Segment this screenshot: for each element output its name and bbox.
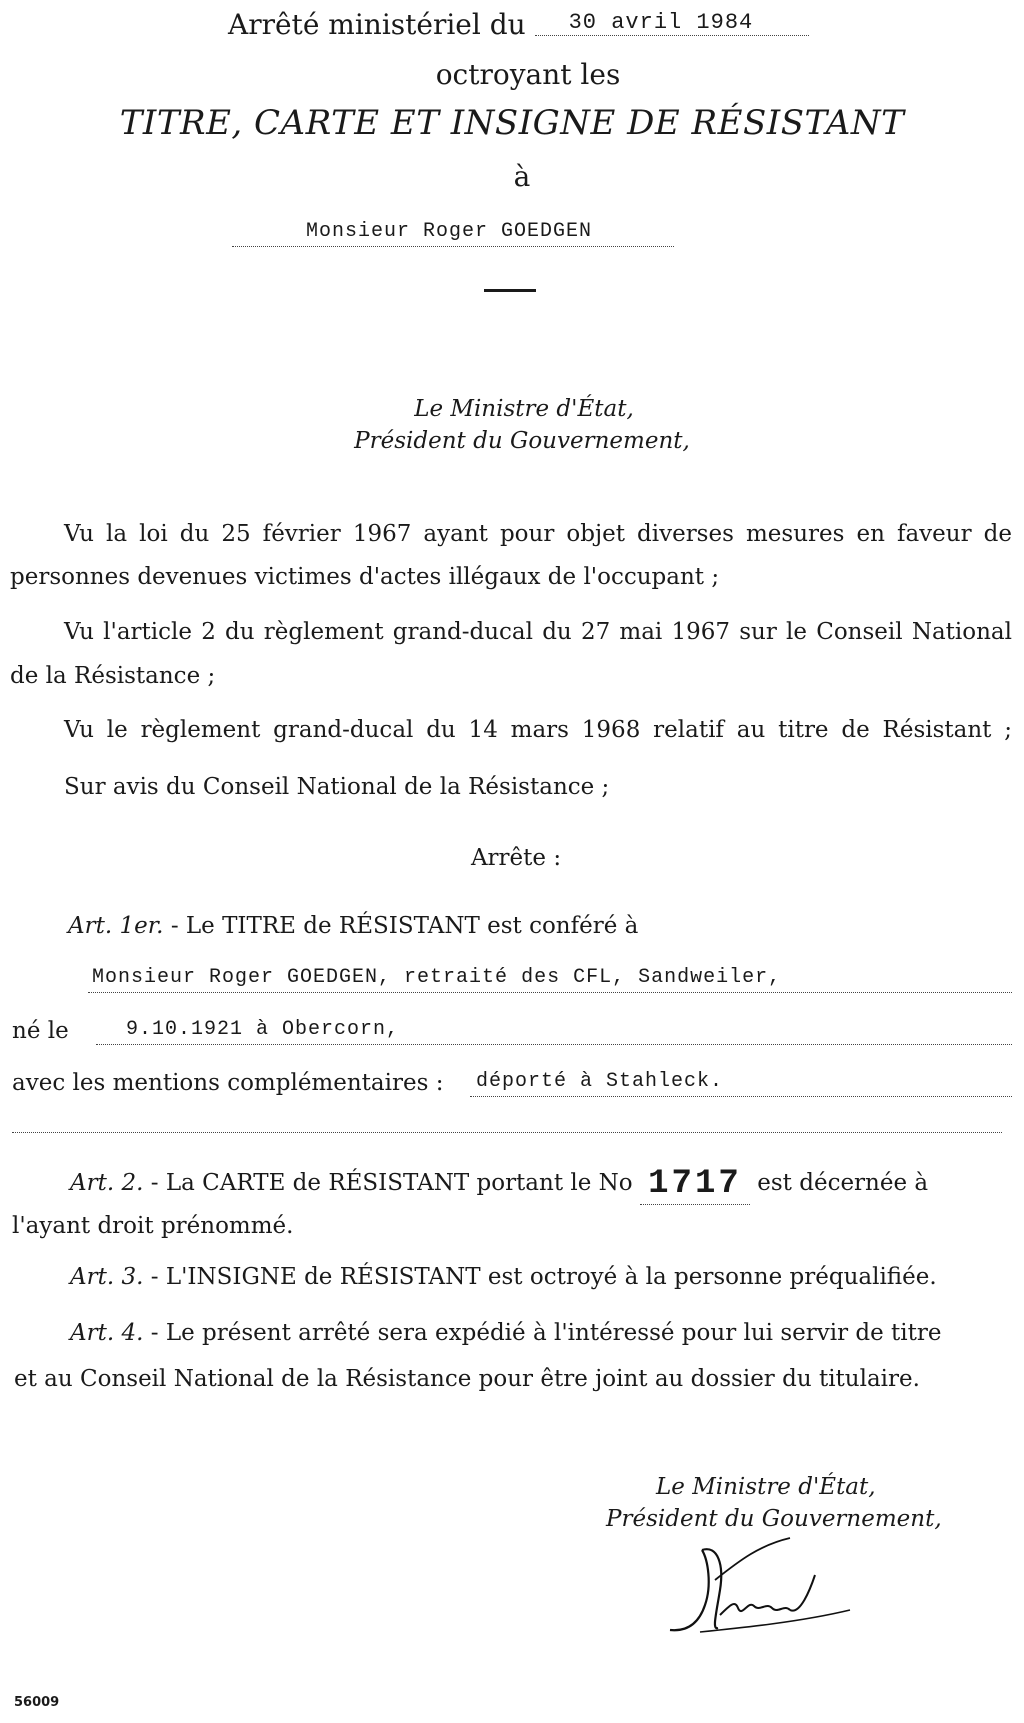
recipient-line [232, 220, 674, 247]
art3-text: - L'INSIGNE de RÉSISTANT est octroyé à la personne préqualifiée. [150, 1264, 937, 1290]
art2-text-before: - La CARTE de RÉSISTANT portant le No [150, 1170, 633, 1196]
art1-line [68, 913, 638, 939]
authority-line2: Président du Gouvernement, [354, 428, 690, 454]
art1-born-line [96, 1018, 1012, 1045]
art1-born-label: né le [12, 1018, 69, 1044]
art1-born-value: 9.10.1921 à Obercorn, [126, 1018, 400, 1041]
form-number: 56009 [14, 1695, 60, 1710]
preamble-p1-line1: Vu la loi du 25 février 1967 ayant pour objet diverses mesures en faveur de [64, 521, 1012, 547]
art2-line1 [70, 1165, 1014, 1205]
decree-heading: Arrête : [470, 845, 562, 871]
art2-line2: l'ayant droit prénommé. [12, 1213, 294, 1239]
header-title: TITRE, CARTE ET INSIGNE DE RÉSISTANT [119, 103, 905, 143]
art1-blank-line [12, 1106, 1002, 1133]
header-label: Arrêté ministériel du [228, 8, 526, 41]
art1-beneficiary-line [88, 966, 1012, 993]
title-divider [484, 289, 536, 292]
preamble-p4: Sur avis du Conseil National de la Résistance ; [64, 774, 610, 800]
header-a: à [513, 160, 531, 193]
art1-text: - Le TITRE de RÉSISTANT est conféré à [170, 913, 639, 939]
signature-line1: Le Ministre d'État, [656, 1474, 876, 1500]
art1-label: Art. 1er. [68, 913, 164, 939]
art4-line1 [70, 1320, 942, 1346]
preamble-p2-line1: Vu l'article 2 du règlement grand-ducal du 27 mai 1967 sur le Conseil National [64, 619, 1012, 645]
art3-label: Art. 3. [70, 1264, 144, 1290]
preamble-p2-line2: de la Résistance ; [10, 663, 216, 689]
art1-mentions-label: avec les mentions complémentaires : [12, 1070, 444, 1096]
art2-card-number: 1717 [640, 1165, 750, 1205]
art4-line2: et au Conseil National de la Résistance pour être joint au dossier du titulaire. [14, 1366, 920, 1392]
art2-label: Art. 2. [70, 1170, 144, 1196]
art3-line [70, 1264, 937, 1290]
art1-beneficiary: Monsieur Roger GOEDGEN, retraité des CFL, Sandweiler, [92, 966, 782, 989]
art1-mentions-line [470, 1070, 1012, 1097]
recipient-name: Monsieur Roger GOEDGEN [306, 220, 593, 243]
header-line1 [228, 8, 809, 41]
handwritten-signature [660, 1520, 890, 1660]
art4-line1-text: - Le présent arrêté sera expédié à l'intéressé pour lui servir de titre [150, 1320, 942, 1346]
header-date: 30 avril 1984 [535, 10, 809, 36]
authority-line1: Le Ministre d'État, [414, 396, 634, 422]
art2-text-after: est décernée à [757, 1170, 929, 1196]
preamble-p3: Vu le règlement grand-ducal du 14 mars 1968 relatif au titre de Résistant ; [64, 717, 1012, 743]
preamble-p1-line2: personnes devenues victimes d'actes illégaux de l'occupant ; [10, 564, 720, 590]
art4-label: Art. 4. [70, 1320, 144, 1346]
signature-line2: Président du Gouvernement, [606, 1506, 942, 1532]
art1-mentions-value: déporté à Stahleck. [476, 1070, 724, 1093]
header-line2: octroyant les [435, 58, 621, 91]
